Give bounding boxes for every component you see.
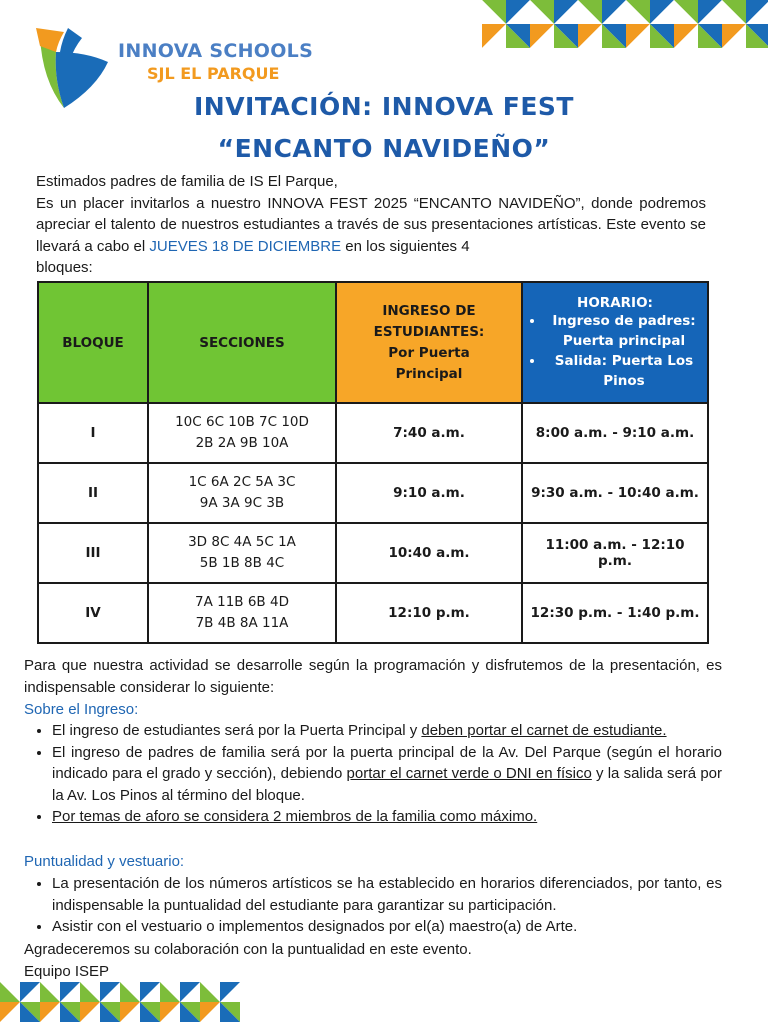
list-item: • Asistir con el vestuario o implementos designados por el(a) maestro(a) de Arte. (52, 916, 722, 938)
table-row (38, 523, 708, 583)
header-horario-item: • Salida: Puerta Los Pinos (545, 351, 703, 391)
schedule-table (37, 281, 709, 644)
list-item-text: El ingreso de padres de familia será por la puerta principal de la Av. Del Parque (según el horario indicado para el grado y sección), debiendo (52, 743, 722, 782)
list-item-underline: deben portar el carnet de estudiante. (421, 722, 667, 739)
sections-line: 2B 2A 9B 10A (195, 435, 289, 451)
cell-ingreso: 10:40 a.m. (336, 523, 522, 583)
header-ingreso-line: Principal (395, 365, 463, 382)
header-horario-list (527, 311, 703, 391)
ingreso-list (24, 720, 722, 828)
header-ingreso-line: INGRESO DE (382, 302, 476, 319)
sections-line: 7B 4B 8A 11A (195, 615, 289, 631)
pinwheel-pattern-bottom (0, 982, 240, 1024)
header-horario-item: • Ingreso de padres: Puerta principal (545, 311, 703, 351)
table-header-row (38, 282, 708, 403)
cell-horario: 8:00 a.m. - 9:10 a.m. (522, 403, 708, 463)
cell-secciones (148, 403, 336, 463)
sections-line: 5B 1B 8B 4C (199, 555, 285, 571)
brand-name: INNOVA SCHOOLS (118, 40, 314, 62)
greeting: Estimados padres de familia de IS El Parque, (36, 173, 338, 190)
list-item (52, 806, 722, 828)
page-title-line1: INVITACIÓN: INNOVA FEST (193, 92, 574, 121)
sections-line: 10C 6C 10B 7C 10D (175, 414, 309, 430)
header-secciones: SECCIONES (148, 282, 336, 403)
list-item-text: y la salida será por la Av. Los Pinos al término del bloque. (52, 765, 723, 804)
cell-ingreso: 7:40 a.m. (336, 403, 522, 463)
header-horario (522, 282, 708, 403)
cell-secciones (148, 463, 336, 523)
pinwheel-pattern-top (482, 0, 768, 50)
list-item-text: El ingreso de estudiantes será por la Puerta Principal y (52, 722, 418, 739)
section-heading-ingreso: Sobre el Ingreso: (24, 701, 139, 718)
page-title-line2: “ENCANTO NAVIDEÑO” (217, 134, 551, 163)
signature: Equipo ISEP (24, 963, 110, 980)
table-row (38, 463, 708, 523)
puntualidad-list (24, 873, 722, 938)
cell-ingreso: 12:10 p.m. (336, 583, 522, 643)
cell-horario: 12:30 p.m. - 1:40 p.m. (522, 583, 708, 643)
cell-horario: 11:00 a.m. - 12:10 p.m. (522, 523, 708, 583)
cell-secciones (148, 523, 336, 583)
section-heading-puntualidad: Puntualidad y vestuario: (24, 853, 185, 870)
list-item-underline: Por temas de aforo se considera 2 miembros de la familia como máximo. (52, 808, 538, 825)
sections-line: 7A 11B 6B 4D (195, 594, 289, 610)
table-row (38, 403, 708, 463)
header-horario-title: HORARIO: (577, 294, 653, 311)
header-ingreso-line: ESTUDIANTES: (373, 323, 485, 340)
list-item (52, 742, 722, 807)
cell-bloque: I (38, 403, 148, 463)
cell-bloque: II (38, 463, 148, 523)
closing-text: Agradeceremos su colaboración con la puntualidad en este evento. (24, 941, 472, 958)
list-item: • La presentación de los números artísticos se ha establecido en horarios diferenciados, por tanto, es indispensable la puntualidad del estudiante para garantizar su participación. (52, 873, 722, 916)
sections-line: 1C 6A 2C 5A 3C (188, 474, 296, 490)
intro-last-line: bloques: (36, 259, 93, 276)
sections-line: 9A 3A 9C 3B (199, 495, 285, 511)
intro-paragraph (36, 193, 706, 258)
sections-line: 3D 8C 4A 5C 1A (188, 534, 296, 550)
intro-text-end: en los siguientes 4 (345, 237, 470, 255)
cell-horario: 9:30 a.m. - 10:40 a.m. (522, 463, 708, 523)
event-date: JUEVES 18 DE DICIEMBRE (149, 237, 342, 255)
header-ingreso (336, 282, 522, 403)
cell-bloque: IV (38, 583, 148, 643)
cell-ingreso: 9:10 a.m. (336, 463, 522, 523)
brand-block (118, 40, 313, 83)
intro-text: Es un placer invitarlos a nuestro INNOVA FEST 2025 “ENCANTO NAVIDEÑO”, donde podremos apreciar el talento de nuestros estudiantes a través de sus presentaciones artísticas. Este evento se llevará a cabo el (36, 194, 706, 255)
list-item (52, 720, 722, 742)
brand-campus: SJL EL PARQUE (147, 64, 280, 83)
header-bloque: BLOQUE (38, 282, 148, 403)
header-ingreso-line: Por Puerta (388, 344, 470, 361)
table-row (38, 583, 708, 643)
cell-bloque: III (38, 523, 148, 583)
cell-secciones (148, 583, 336, 643)
considerations-paragraph: Para que nuestra actividad se desarrolle según la programación y disfrutemos de la presentación, es indispensable considerar lo siguiente: (24, 657, 722, 696)
list-item-underline: portar el carnet verde o DNI en físico (346, 765, 592, 782)
